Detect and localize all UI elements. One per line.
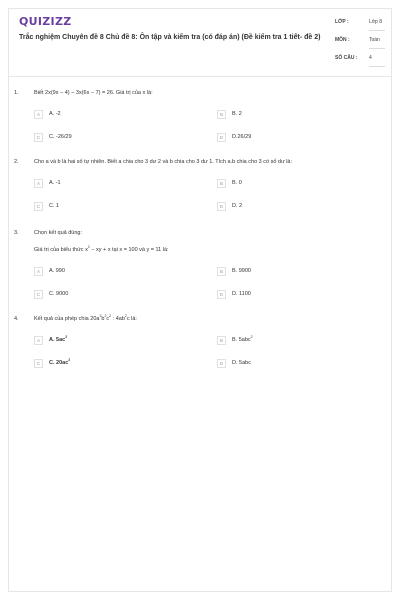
option-text: A. -1 xyxy=(49,180,61,186)
worksheet-header xyxy=(9,9,391,77)
option-text: D. 2 xyxy=(232,203,243,209)
question-text: Kết quả của phép chia $20a^2b^2c^2$ : $4ab^2c$ là: xyxy=(34,314,137,322)
option-text: D. 1100 xyxy=(232,291,251,297)
option-letter: A xyxy=(34,267,43,276)
question-number: 3. xyxy=(14,230,19,236)
meta-underline xyxy=(369,30,385,31)
meta-label: SỐ CÂU : xyxy=(335,55,358,61)
meta-value: 4 xyxy=(369,55,372,61)
question-text: Chọn kết quả đúng: xyxy=(34,230,83,236)
option-text: B. 0 xyxy=(232,180,242,186)
meta-underline xyxy=(369,48,385,49)
option-letter: D xyxy=(217,202,226,211)
question-number: 4. xyxy=(14,316,19,322)
option-text: D. 5abc xyxy=(232,360,251,366)
option-text: A. $5ac^2$ xyxy=(49,335,68,343)
option-letter: C xyxy=(34,359,43,368)
option-text-base: B. 5abc xyxy=(232,337,251,343)
option-text: C. -26/29 xyxy=(49,134,72,140)
option-text-base: C. 20ac xyxy=(49,360,69,366)
worksheet-page xyxy=(8,8,392,592)
question-text-prefix: Kết quả của phép chia 20a xyxy=(34,316,100,322)
meta-label: MÔN : xyxy=(335,37,350,43)
option-letter: A xyxy=(34,336,43,345)
option-text: B. 9900 xyxy=(232,268,251,274)
option-letter: A xyxy=(34,110,43,119)
subtext-suffix: − xy + x tại x = 100 và y = 11 là: xyxy=(89,247,169,253)
option-text: A. -2 xyxy=(49,111,61,117)
meta-subject xyxy=(335,33,387,51)
option-text: C. 1 xyxy=(49,203,60,209)
option-letter: B xyxy=(217,110,226,119)
option-letter: C xyxy=(34,290,43,299)
option-letter: D xyxy=(217,290,226,299)
meta-label: LỚP : xyxy=(335,19,349,25)
meta-class xyxy=(335,15,387,33)
option-text: B. 5abc$^2$ xyxy=(232,335,253,343)
option-text-base: A. 5ac xyxy=(49,337,66,343)
question-number: 2. xyxy=(14,159,19,165)
option-letter: D xyxy=(217,133,226,142)
worksheet-meta xyxy=(335,15,387,69)
option-letter: D xyxy=(217,359,226,368)
option-letter: A xyxy=(34,179,43,188)
question-text: Biết 2x(9x − 4) − 3x(6x − 7) = 26. Giá trị của x là: xyxy=(34,90,153,96)
meta-value: Lớp 8 xyxy=(369,19,383,25)
option-letter: C xyxy=(34,133,43,142)
option-letter: B xyxy=(217,179,226,188)
option-text: A. 990 xyxy=(49,268,65,274)
option-letter: B xyxy=(217,336,226,345)
exponent: 2 xyxy=(87,245,90,250)
question-text: Cho a và b là hai số tự nhiên. Biết a chia cho 3 dư 2 và b chia cho 3 dư 1. Tích a.b chia cho 3 có số dư là: xyxy=(34,159,293,165)
option-letter: C xyxy=(34,202,43,211)
meta-count xyxy=(335,51,387,69)
question-subtext xyxy=(34,247,169,253)
option-letter: B xyxy=(217,267,226,276)
option-text: B. 2 xyxy=(232,111,242,117)
subtext-prefix: Giá trị của biểu thức x xyxy=(34,247,88,253)
quizizz-logo: QUIZIZZ xyxy=(19,15,72,28)
option-text: C. $20ac^2$ xyxy=(49,358,71,366)
question-number: 1. xyxy=(14,90,19,96)
option-text: D.26/29 xyxy=(232,134,252,140)
option-text: C. 9000 xyxy=(49,291,69,297)
meta-underline xyxy=(369,66,385,67)
meta-value: Toán xyxy=(369,37,380,43)
worksheet-title: Trắc nghiệm Chuyên đề 8 Chủ đề 8: Ôn tập và kiểm tra (có đáp án) (Đề kiểm tra 1 tiết- đề 2) xyxy=(19,34,321,41)
